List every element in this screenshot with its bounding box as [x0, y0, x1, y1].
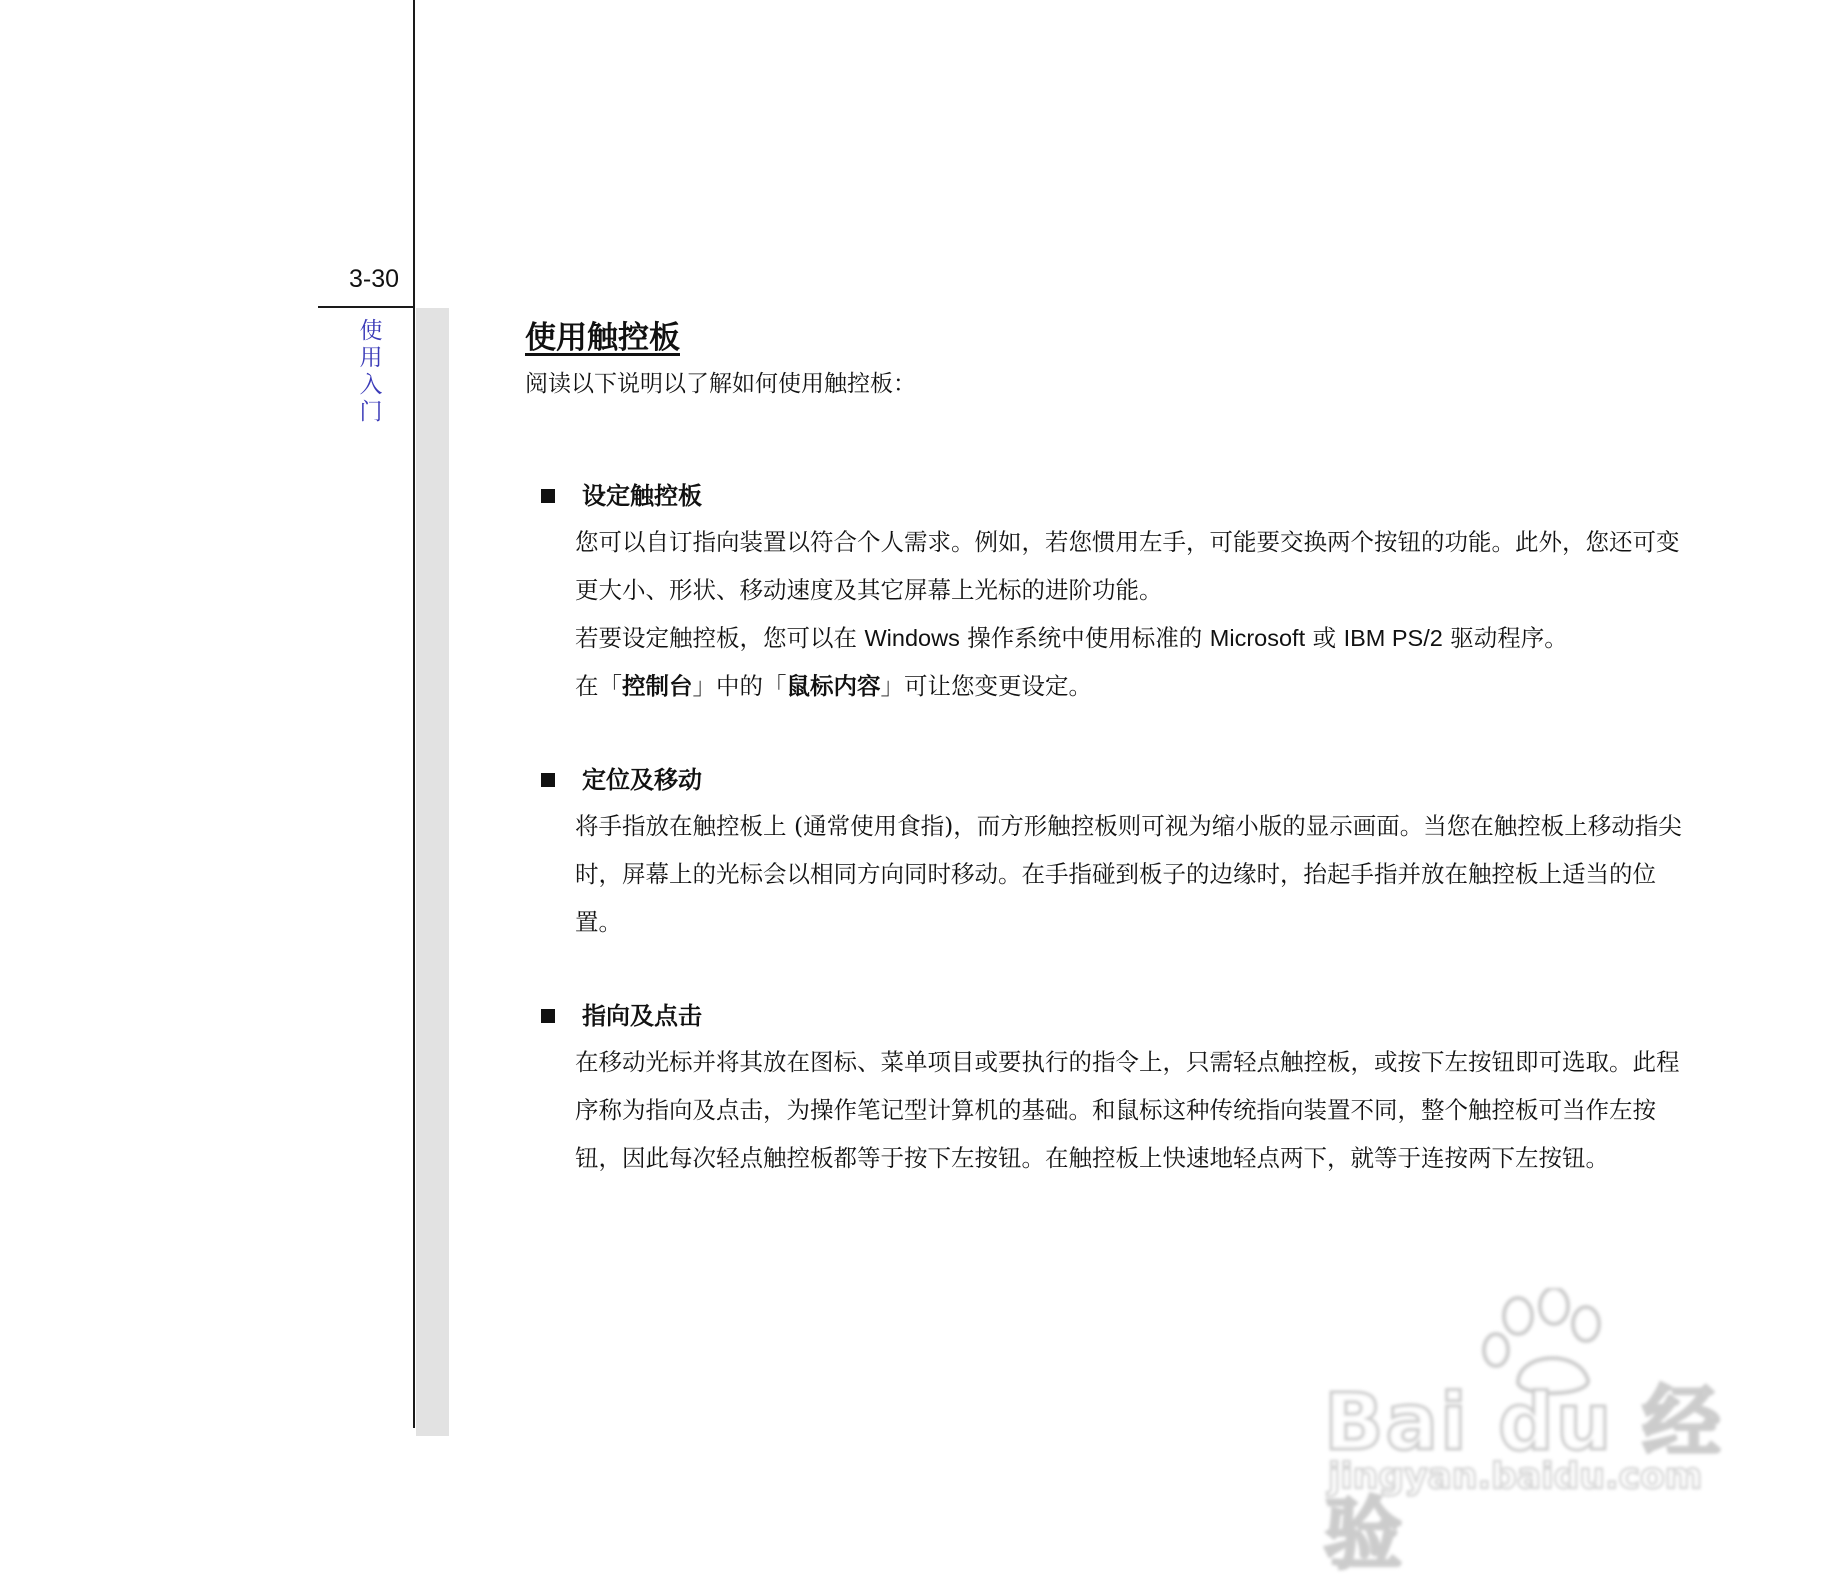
text-run: 在「	[575, 672, 622, 700]
text-run: 驱动程序。	[1442, 624, 1568, 652]
text-run: 」可让您变更设定。	[880, 672, 1092, 700]
margin-gray-bar	[416, 308, 449, 1436]
section-body	[575, 802, 1685, 946]
main-content	[525, 318, 1685, 1172]
margin-vertical-rule	[413, 0, 415, 1428]
watermark-brand: Bai du 经验	[1324, 1378, 1723, 1580]
paragraph: 在移动光标并将其放在图标、菜单项目或要执行的指令上，只需轻点触控板，或按下左按钮即可选取。此程序称为指向及点击，为操作笔记型计算机的基础。和鼠标这种传统指向装置不同，整个触控板可当作左按钮，因此每次轻点触控板都等于按下左按钮。在触控板上快速地轻点两下，就等于连按两下左按钮。	[575, 1048, 1680, 1172]
paragraph	[575, 662, 1685, 710]
section-body	[575, 518, 1685, 710]
text-run: IBM PS/2	[1343, 625, 1443, 651]
section-body	[575, 1038, 1685, 1182]
section-setup-touchpad	[525, 480, 1685, 710]
page-number: 3-30	[348, 265, 400, 293]
intro-text: 阅读以下说明以了解如何使用触控板：	[525, 371, 916, 397]
page-number-rule	[318, 306, 413, 308]
section-heading-text: 定位及移动	[582, 765, 702, 794]
text-run-bold: 鼠标内容	[786, 672, 881, 700]
text-run: 或	[1305, 624, 1344, 652]
square-bullet-icon	[541, 773, 555, 787]
section-heading	[525, 764, 1685, 796]
paragraph: 将手指放在触控板上 (通常使用食指)，而方形触控板则可视为缩小版的显示画面。当您在触控板上移动指尖时，屏幕上的光标会以相同方向同时移动。在手指碰到板子的边缘时，抬起手指并放在触控板上适当的位置。	[575, 812, 1682, 936]
page-title: 使用触控板	[525, 320, 680, 356]
section-heading	[525, 1000, 1685, 1032]
section-point-and-click	[525, 1000, 1685, 1182]
text-run: Microsoft	[1209, 625, 1306, 651]
text-run: 操作系统中使用标准的	[959, 624, 1210, 652]
square-bullet-icon	[541, 489, 555, 503]
chapter-side-label: 使用入门	[359, 318, 383, 425]
paragraph	[575, 614, 1685, 662]
text-run-bold: 控制台	[622, 672, 693, 700]
paragraph: 您可以自订指向装置以符合个人需求。例如，若您惯用左手，可能要交换两个按钮的功能。此外，您还可变更大小、形状、移动速度及其它屏幕上光标的进阶功能。	[575, 528, 1680, 604]
section-heading-text: 指向及点击	[582, 1001, 702, 1030]
square-bullet-icon	[541, 1009, 555, 1023]
text-run: 」中的「	[692, 672, 787, 700]
text-run: Windows	[864, 625, 960, 651]
watermark-url: jingyan.baidu.com	[1328, 1456, 1703, 1497]
section-heading	[525, 480, 1685, 512]
text-run: 若要设定触控板，您可以在	[575, 624, 865, 652]
section-heading-text: 设定触控板	[582, 481, 702, 510]
section-positioning	[525, 764, 1685, 946]
baidu-jingyan-watermark	[1318, 1288, 1758, 1580]
